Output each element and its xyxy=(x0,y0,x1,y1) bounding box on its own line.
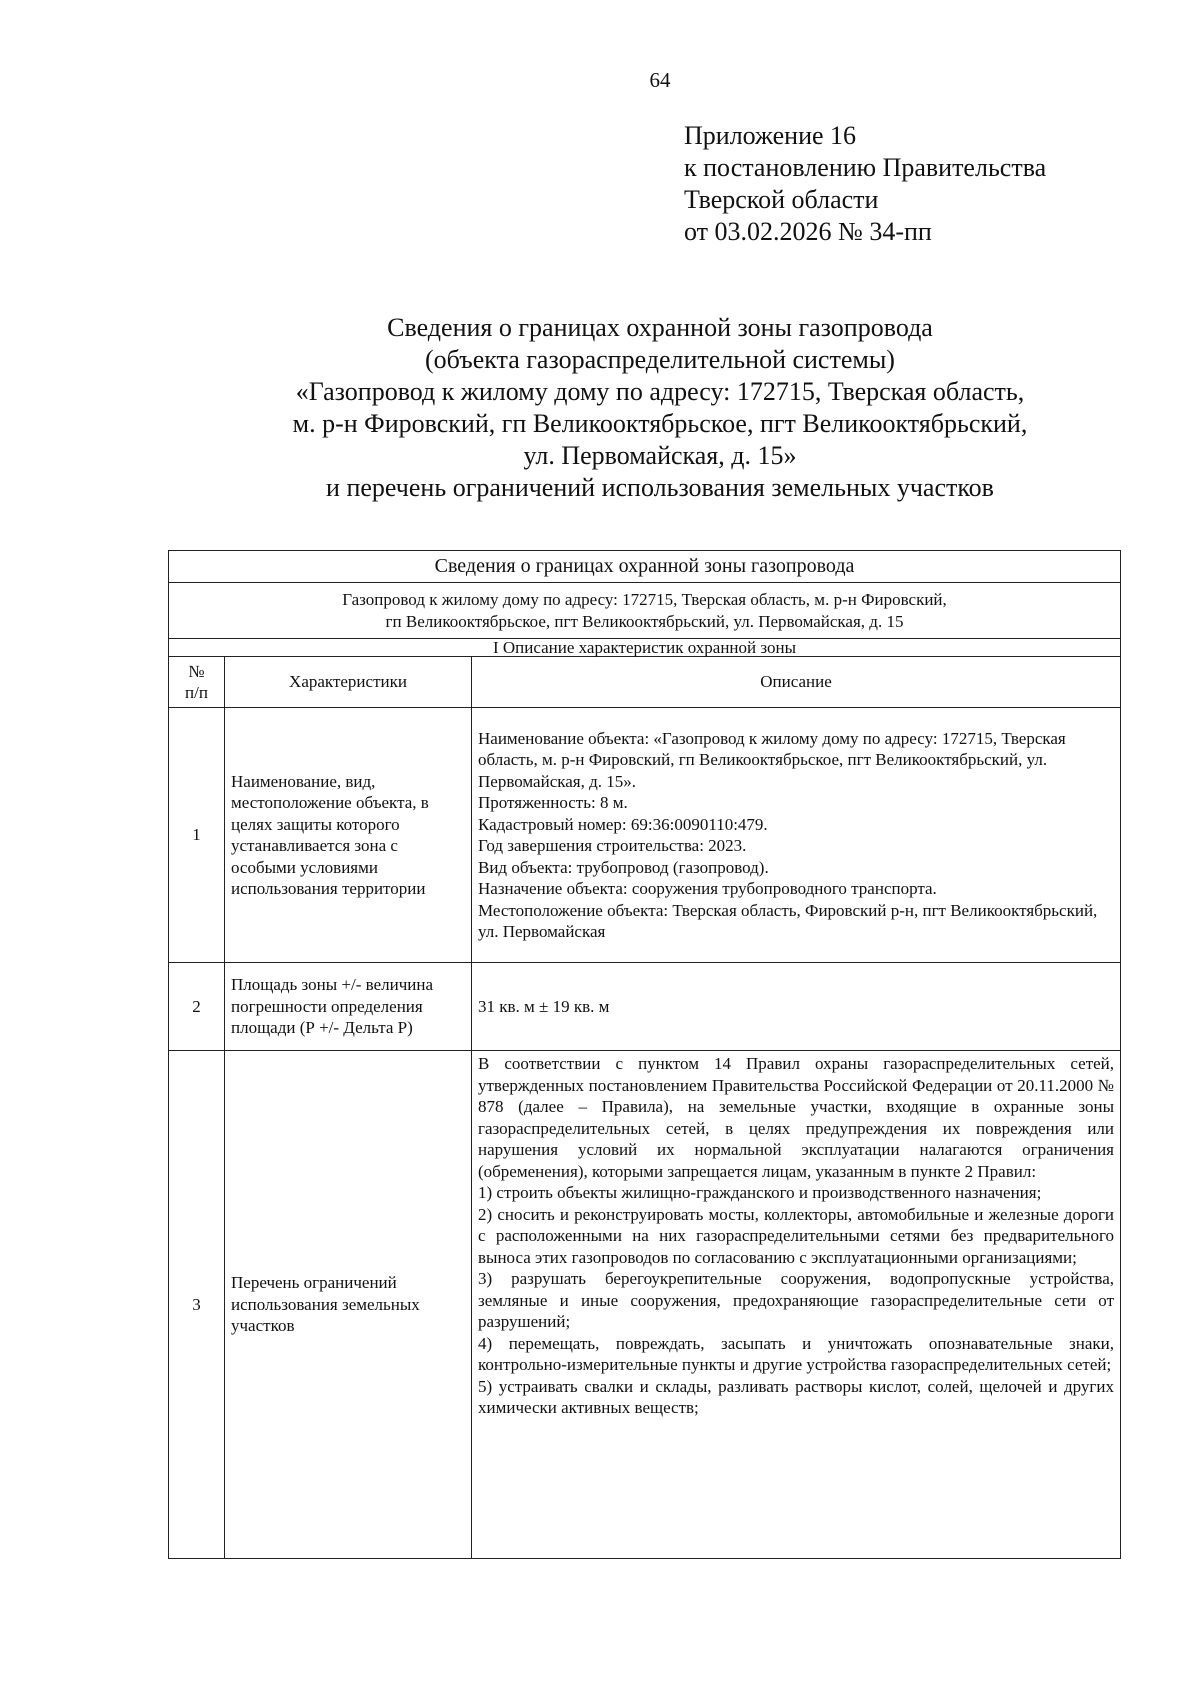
restriction-item: 4) перемещать, повреждать, засыпать и уничтожать опознавательные знаки, контрольно-измерительные пункты и другие устройства газораспределительных сетей; xyxy=(478,1333,1115,1374)
object-name-header xyxy=(169,583,1121,639)
title-line: ул. Первомайская, д. 15» xyxy=(523,441,797,470)
object-name-line: Газопровод к жилому дому по адресу: 172715, Тверская область, м. р-н Фировский, xyxy=(342,589,947,609)
table-row xyxy=(169,963,1121,1051)
appendix-date: от 03.02.2026 № 34-пп xyxy=(684,217,932,246)
appendix-line: Тверской области xyxy=(684,185,879,214)
description-line: Год завершения строительства: 2023. xyxy=(478,836,747,855)
description-line: Местоположение объекта: Тверская область, Фировский р-н, пгт Великооктябрьский, ул. Первомайская xyxy=(478,900,1098,941)
appendix-line: к постановлению Правительства xyxy=(684,153,1047,182)
title-line: (объекта газораспределительной системы) xyxy=(425,345,895,374)
row-number: 1 xyxy=(169,708,225,963)
row-characteristic: Наименование, вид, местоположение объекта, в целях защиты которого устанавливается зона с особыми условиями использования территории xyxy=(225,708,472,963)
title-line: Сведения о границах охранной зоны газопровода xyxy=(387,313,933,342)
description-line: Назначение объекта: сооружения трубопроводного транспорта. xyxy=(478,879,937,898)
section-header: I Описание характеристик охранной зоны xyxy=(169,639,1121,657)
document-title xyxy=(0,312,1200,504)
appendix-block xyxy=(684,120,1046,248)
row-number: 3 xyxy=(169,1051,225,1559)
description-line: Кадастровый номер: 69:36:0090110:479. xyxy=(478,814,768,834)
column-header-number-symbol: № xyxy=(188,661,205,681)
restriction-item: 5) устраивать свалки и склады, разливать растворы кислот, солей, щелочей и других химически активных веществ; xyxy=(478,1376,1115,1417)
restriction-item: 3) разрушать берегоукрепительные сооружения, водопропускные устройства, земляные и иные сооружения, предохраняющие газораспределительные сети от разрушений; xyxy=(478,1269,1115,1331)
column-header-description: Описание xyxy=(472,657,1121,708)
column-header-number xyxy=(169,657,225,708)
row-description xyxy=(472,708,1121,963)
row-description xyxy=(472,1051,1121,1559)
column-header-number-label: п/п xyxy=(185,683,208,702)
title-line: и перечень ограничений использования земельных участков xyxy=(326,473,994,502)
zone-info-table xyxy=(168,550,1121,1559)
table-row xyxy=(169,708,1121,963)
row-number: 2 xyxy=(169,963,225,1051)
restrictions-intro: В соответствии с пунктом 14 Правил охраны газораспределительных сетей, утвержденных постановлением Правительства Российской Федерации от 20.11.2000 № 878 (далее – Правила), на земельные участки, входящие в охранные зоны газораспределительных сетей, в целях предупреждения их повреждения или нарушения условий их нормальной эксплуатации налагаются ограничения (обременения), которыми запрещается лицам, указанным в пункте 2 Правил: xyxy=(478,1054,1115,1181)
column-header-characteristics: Характеристики xyxy=(225,657,472,708)
page-number: 64 xyxy=(649,68,671,92)
row-characteristic: Перечень ограничений использования земельных участков xyxy=(225,1051,472,1559)
description-line: Протяженность: 8 м. xyxy=(478,793,628,812)
table-row xyxy=(169,1051,1121,1559)
row-characteristic: Площадь зоны +/- величина погрешности определения площади (Р +/- Дельта Р) xyxy=(225,963,472,1051)
description-line: Наименование объекта: «Газопровод к жилому дому по адресу: 172715, Тверская область, м. р-н Фировский, гп Великооктябрьское, пгт Великооктябрьский, ул. Первомайская, д. 15». xyxy=(478,728,1066,791)
appendix-line: Приложение 16 xyxy=(684,121,857,150)
row-description: 31 кв. м ± 19 кв. м xyxy=(472,963,1121,1051)
title-line: «Газопровод к жилому дому по адресу: 172715, Тверская область, xyxy=(295,377,1025,406)
title-line: м. р-н Фировский, гп Великооктябрьское, пгт Великооктябрьский, xyxy=(292,409,1028,438)
restriction-item: 1) строить объекты жилищно-гражданского и производственного назначения; xyxy=(478,1183,1042,1202)
table-main-header: Сведения о границах охранной зоны газопровода xyxy=(169,551,1121,583)
object-name-line: гп Великооктябрьское, пгт Великооктябрьский, ул. Первомайская, д. 15 xyxy=(385,611,904,631)
restriction-item: 2) сносить и реконструировать мосты, коллекторы, автомобильные и железные дороги с расположенными на них газораспределительными сетями без предварительного выноса этих газопроводов по согласованию с эксплуатационными организациями; xyxy=(478,1204,1115,1267)
description-line: Вид объекта: трубопровод (газопровод). xyxy=(478,857,769,877)
